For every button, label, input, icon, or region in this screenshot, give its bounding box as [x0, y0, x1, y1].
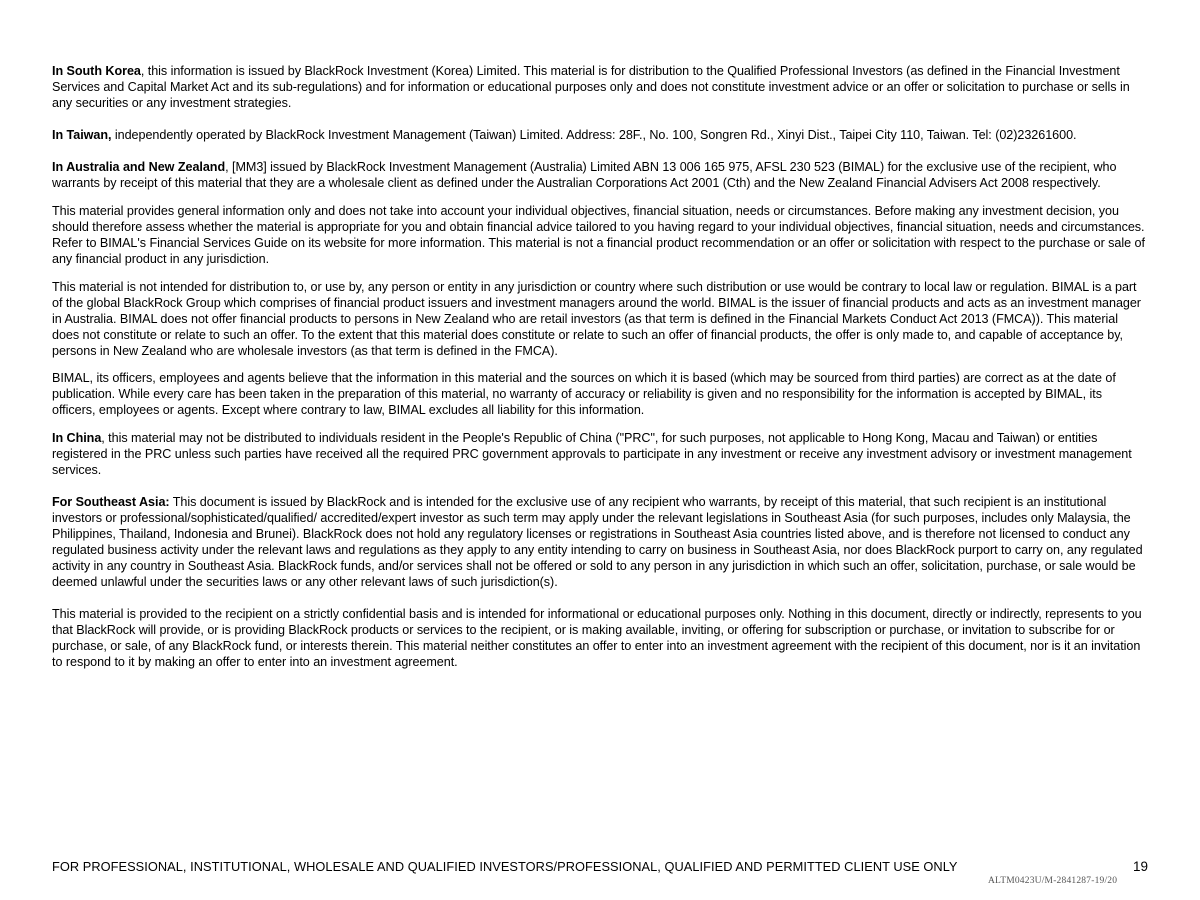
paragraph-australia-new-zealand [52, 159, 1148, 191]
paragraph-text: independently operated by BlackRock Investment Management (Taiwan) Limited. Address: 28F., No. 100, Songren Rd., Xinyi Dist., Taipei City 110, Taiwan. Tel: (02)23261600. [111, 128, 1077, 142]
paragraph-lead: In Australia and New Zealand [52, 160, 226, 174]
paragraph-text: , this material may not be distributed to individuals resident in the People's Republic of China ("PRC", for such purposes, not applicable to Hong Kong, Macau and Taiwan) or entities registered in the PRC unless such parties have received all the required PRC government approvals to participate in any investment or receive any investment advisory or investment management services. [52, 431, 1132, 477]
paragraph-bimal-officers: BIMAL, its officers, employees and agents believe that the information in this material and the sources on which it is based (which may be sourced from third parties) are correct as at the date of publication. While every care has been taken in the preparation of this material, no warranty of accuracy or reliability is given and no responsibility for the information is accepted by BIMAL, its officers, employees or agents. Except where contrary to law, BIMAL excludes all liability for this information. [52, 371, 1116, 417]
paragraph-not-intended: This material is not intended for distribution to, or use by, any person or entity in any jurisdiction or country where such distribution or use would be contrary to local law or regulation. BIMAL is a part of the global BlackRock Group which comprises of financial product issuers and investment managers around the world. BIMAL is the issuer of financial products and acts as an investment manager in Australia. BIMAL does not offer financial products to persons in New Zealand who are retail investors (as that term is defined in the Financial Markets Conduct Act 2013 (FMCA)). This material does not constitute or relate to such an offer. To the extent that this material does constitute or relate to such an offer of financial products, the offer is only made to, and capable of acceptance by, persons in New Zealand who are wholesale investors (as that term is defined in the FMCA). [52, 280, 1141, 358]
paragraph-taiwan [52, 127, 1148, 143]
document-code: ALTM0423U/M-2841287-19/20 [988, 876, 1118, 886]
paragraph-lead: For Southeast Asia: [52, 495, 170, 509]
paragraph-general-information: This material provides general information only and does not take into account your individual objectives, financial situation, needs or circumstances. Before making any investment decision, you should therefore assess whether the material is appropriate for you and obtain financial advice tailored to you having regard to your individual objectives, financial situation, needs and circumstances. Refer to BIMAL's Financial Services Guide on its website for more information. This material is not a financial product recommendation or an offer or solicitation with respect to the purchase or sale of any financial product in any jurisdiction. [52, 204, 1145, 266]
paragraph-lead: In South Korea [52, 64, 141, 78]
paragraph-text: , [MM3] issued by BlackRock Investment Management (Australia) Limited ABN 13 006 165 975, AFSL 230 523 (BIMAL) for the exclusive use of the recipient, who warrants by receipt of this material that they are a wholesale client as defined under the Australian Corporations Act 2001 (Cth) and the New Zealand Financial Advisers Act 2008 respectively. [52, 160, 1117, 190]
paragraph-china [52, 430, 1148, 478]
paragraph-text: , this information is issued by BlackRock Investment (Korea) Limited. This material is for distribution to the Qualified Professional Investors (as defined in the Financial Investment Services and Capital Market Act and its sub-regulations) and for information or educational purposes only and does not constitute investment advice or an offer or solicitation to purchase or sells in any securities or any investment strategies. [52, 64, 1130, 110]
paragraph-text: This document is issued by BlackRock and is intended for the exclusive use of any recipient who warrants, by receipt of this material, that such recipient is an institutional investors or professional/sophisticated/qualified/ accredited/expert investor as such term may apply under the relevant legislations in Southeast Asia (for such purposes, includes only Malaysia, the Philippines, Thailand, Indonesia and Brunei). BlackRock does not hold any regulatory licenses or registrations in Southeast Asia countries listed above, and is therefore not licensed to conduct any regulated business activity under the relevant laws and regulations as they apply to any entity intending to carry on business in Southeast Asia, nor does BlackRock purport to carry on, any regulated activity in any country in Southeast Asia. BlackRock funds, and/or services shall not be offered or sold to any person in any jurisdiction in which such an offer, solicitation, purchase, or sale would be deemed unlawful under the securities laws or any other relevant laws of such jurisdiction(s). [52, 495, 1143, 589]
paragraph-southeast-asia [52, 494, 1148, 590]
paragraph-lead: In Taiwan, [52, 128, 112, 142]
page-number: 19 [1132, 859, 1148, 874]
disclaimer-body [52, 63, 1148, 670]
footer-disclaimer: FOR PROFESSIONAL, INSTITUTIONAL, WHOLESALE AND QUALIFIED INVESTORS/PROFESSIONAL, QUALIFIED AND PERMITTED CLIENT USE ONLY [52, 859, 958, 874]
paragraph-south-korea [52, 63, 1148, 111]
paragraph-confidential: This material is provided to the recipient on a strictly confidential basis and is intended for informational or educational purposes only. Nothing in this document, directly or indirectly, represents to you that BlackRock will provide, or is providing BlackRock products or services to the recipient, or is making available, inviting, or offering for subscription or purchase, or invitation to subscribe for or purchase, or sale, of any BlackRock fund, or interests therein. This material neither constitutes an offer to enter into an investment agreement with the recipient of this document, nor is it an invitation to respond to it by making an offer to enter into an investment agreement. [52, 607, 1142, 669]
paragraph-lead: In China [52, 431, 102, 445]
